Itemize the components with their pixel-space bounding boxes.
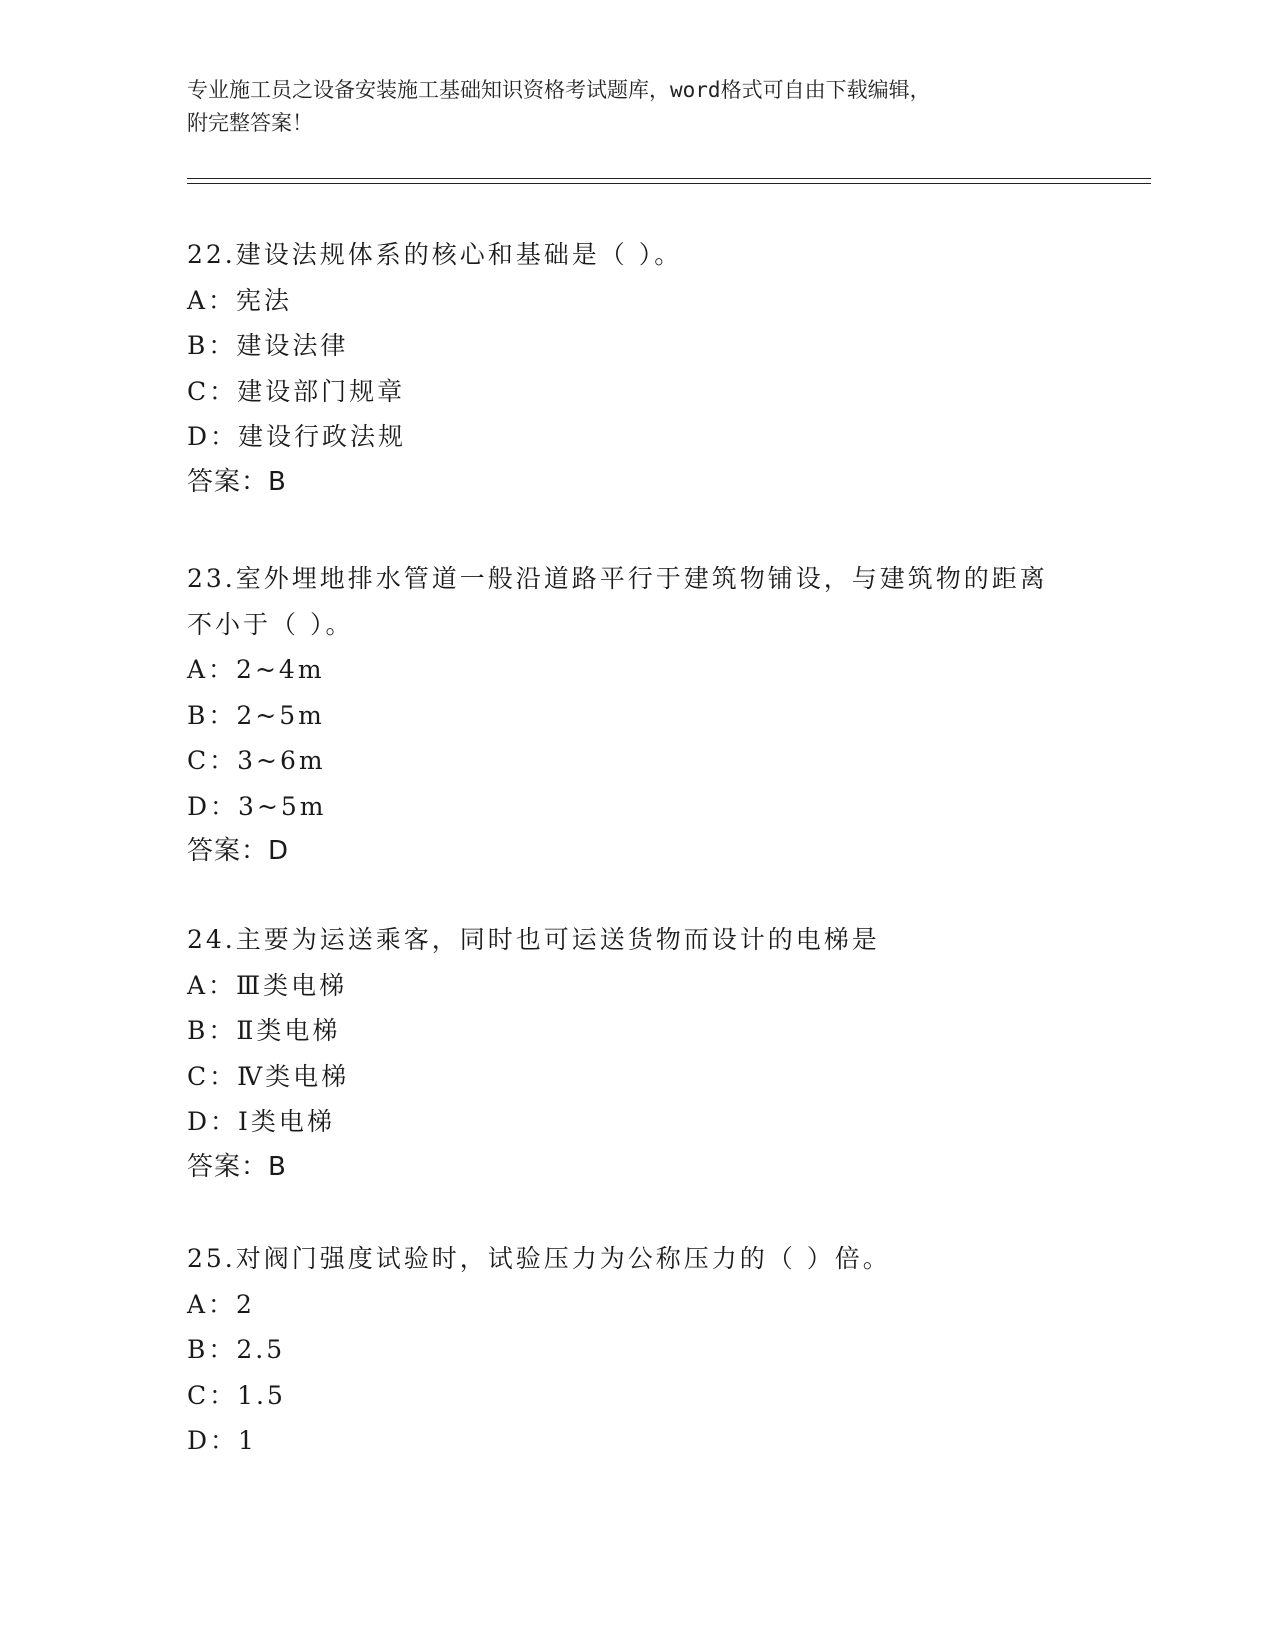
header-line-1: 专业施工员之设备安装施工基础知识资格考试题库，word格式可自由下载编辑，	[187, 78, 931, 102]
option-d: D：3~5m	[187, 791, 327, 821]
header-divider-top	[187, 178, 1151, 179]
option-d: D：建设行政法规	[187, 422, 407, 451]
question-stem: 25.对阀门强度试验时，试验压力为公称压力的（ ）倍。	[187, 1244, 891, 1273]
answer: 答案：D	[187, 836, 290, 866]
option-a: A：2	[187, 1289, 255, 1319]
option-c: C：3~6m	[187, 746, 326, 775]
answer: 答案：B	[187, 1151, 287, 1182]
header-line-2: 附完整答案！	[187, 111, 313, 135]
document-header	[187, 74, 1087, 140]
option-a: A：Ⅲ类电梯	[187, 970, 348, 1000]
option-a: A：2~4m	[187, 655, 325, 684]
option-d: D：Ⅰ类电梯	[187, 1107, 335, 1136]
question-23	[187, 556, 1087, 875]
question-25	[187, 1236, 1087, 1464]
question-stem: 23.室外埋地排水管道一般沿道路平行于建筑物铺设，与建筑物的距离	[187, 564, 1048, 593]
option-c: C：Ⅳ类电梯	[187, 1061, 350, 1091]
question-24	[187, 917, 1087, 1190]
option-b: B：2.5	[187, 1335, 286, 1364]
option-b: B：Ⅱ类电梯	[187, 1016, 341, 1045]
option-a: A：宪法	[187, 285, 293, 315]
answer: 答案：B	[187, 466, 287, 497]
header-divider-bottom	[187, 183, 1151, 184]
question-stem: 22.建设法规体系的核心和基础是（ ）。	[187, 240, 683, 269]
question-stem-continued: 不小于（ ）。	[187, 609, 354, 639]
question-stem: 24.主要为运送乘客，同时也可运送货物而设计的电梯是	[187, 925, 880, 954]
option-c: C：1.5	[187, 1380, 286, 1410]
option-d: D：1	[187, 1426, 257, 1455]
option-b: B：2~5m	[187, 700, 325, 730]
option-b: B：建设法律	[187, 331, 349, 360]
option-c: C：建设部门规章	[187, 376, 406, 406]
question-22	[187, 232, 1087, 505]
